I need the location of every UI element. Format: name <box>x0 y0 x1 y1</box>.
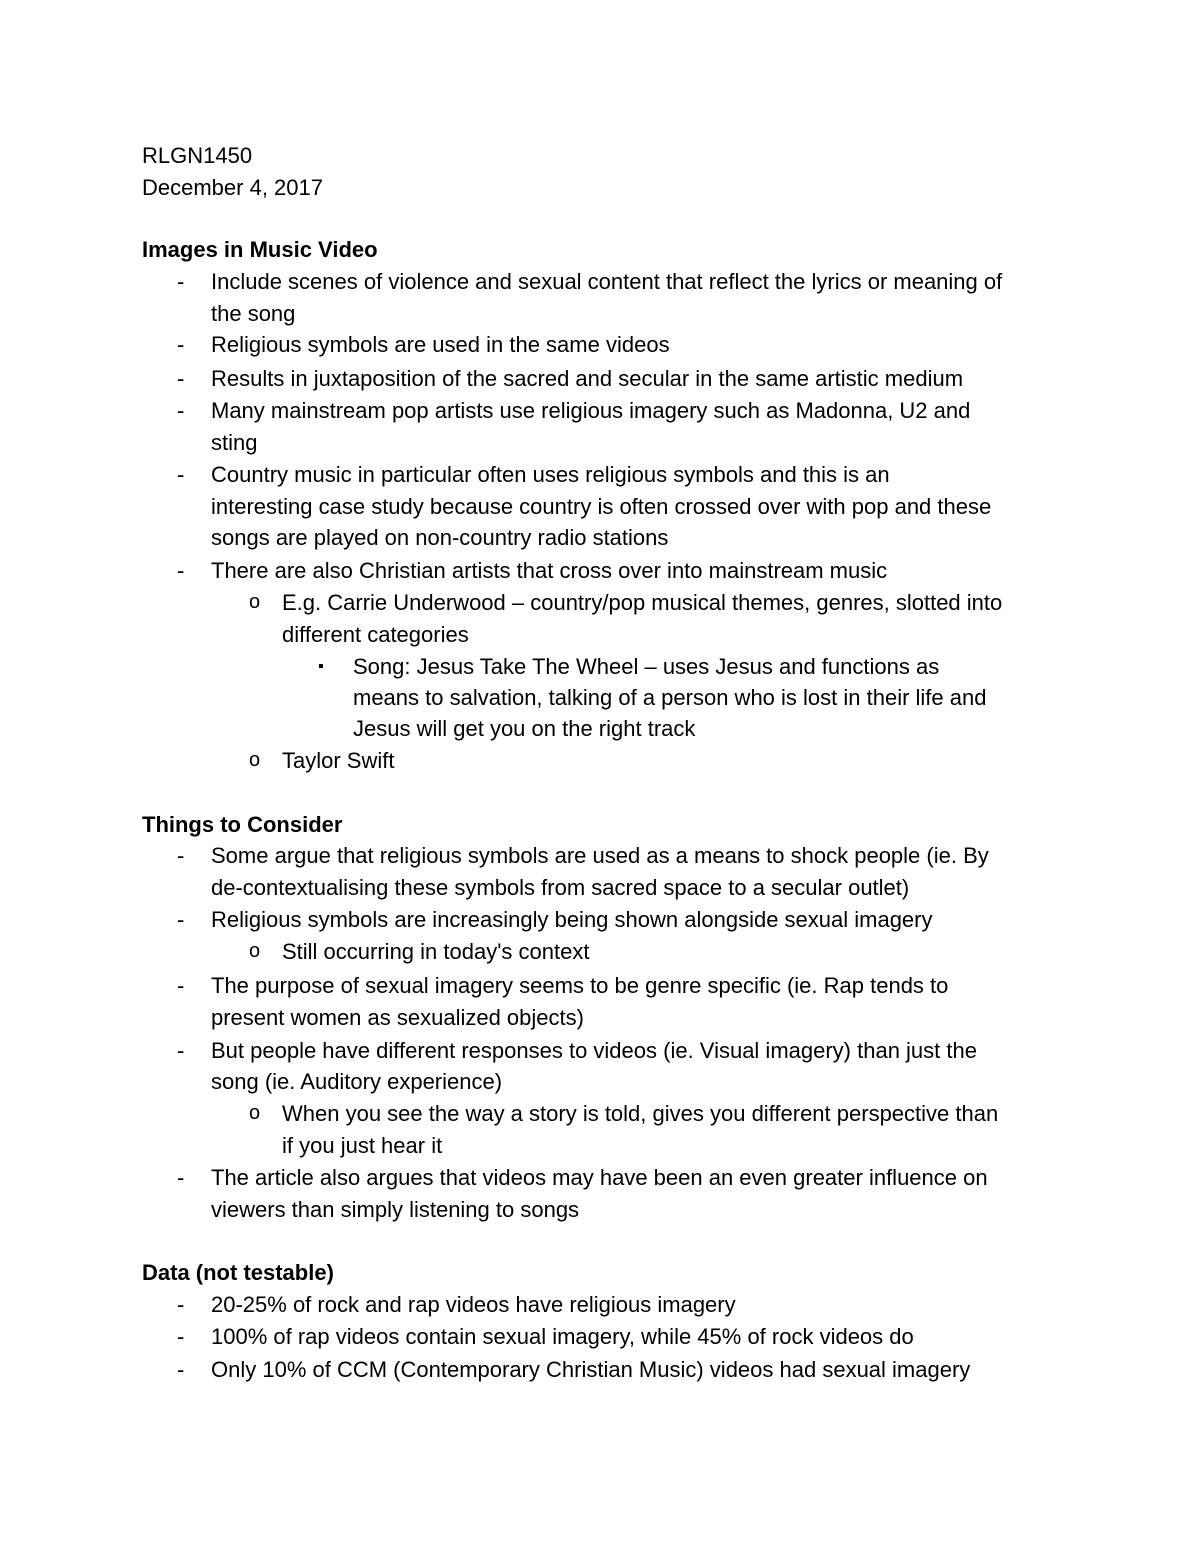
sub-sub-bullet-text-continued: Jesus will get you on the right track <box>353 716 696 741</box>
bullet-text-continued: sting <box>211 430 258 455</box>
bullet-text-continued: interesting case study because country is often crossed over with pop and these <box>211 494 992 519</box>
bullet-text: 100% of rap videos contain sexual imagery, while 45% of rock videos do <box>211 1324 914 1349</box>
bullet-text-continued: song (ie. Auditory experience) <box>211 1069 503 1094</box>
dash-bullet: - <box>177 1038 185 1063</box>
bullet-text-continued: present women as sexualized objects) <box>211 1005 584 1030</box>
document-date: December 4, 2017 <box>142 175 323 200</box>
bullet-text: But people have different responses to videos (ie. Visual imagery) than just the <box>211 1038 977 1063</box>
bullet-text: 20-25% of rock and rap videos have religious imagery <box>211 1292 736 1317</box>
bullet-text: Religious symbols are increasingly being shown alongside sexual imagery <box>211 907 933 932</box>
sub-bullet-text: Still occurring in today's context <box>282 939 590 964</box>
dash-bullet: - <box>177 558 185 583</box>
sub-sub-bullet-text: Song: Jesus Take The Wheel – uses Jesus and functions as <box>353 654 940 679</box>
bullet-text-continued: de-contextualising these symbols from sacred space to a secular outlet) <box>211 875 910 900</box>
square-bullet: ▪ <box>318 658 324 675</box>
dash-bullet: - <box>177 1292 185 1317</box>
sub-sub-bullet-text-continued: means to salvation, talking of a person who is lost in their life and <box>353 685 987 710</box>
bullet-text: Some argue that religious symbols are used as a means to shock people (ie. By <box>211 843 989 868</box>
dash-bullet: - <box>177 843 185 868</box>
bullet-text: The purpose of sexual imagery seems to be genre specific (ie. Rap tends to <box>211 973 949 998</box>
dash-bullet: - <box>177 332 185 357</box>
bullet-text-continued: songs are played on non-country radio stations <box>211 525 669 550</box>
dash-bullet: - <box>177 269 185 294</box>
dash-bullet: - <box>177 398 185 423</box>
sub-bullet-text: E.g. Carrie Underwood – country/pop musical themes, genres, slotted into <box>282 590 1003 615</box>
bullet-text: The article also argues that videos may have been an even greater influence on <box>211 1165 988 1190</box>
bullet-text: Religious symbols are used in the same videos <box>211 332 670 357</box>
dash-bullet: - <box>177 973 185 998</box>
sub-bullet-text: Taylor Swift <box>282 748 395 773</box>
dash-bullet: - <box>177 1165 185 1190</box>
section-heading-data: Data (not testable) <box>142 1260 334 1285</box>
section-heading-consider: Things to Consider <box>142 812 343 837</box>
bullet-text: Results in juxtaposition of the sacred and secular in the same artistic medium <box>211 366 964 391</box>
bullet-text: There are also Christian artists that cross over into mainstream music <box>211 558 888 583</box>
bullet-text: Only 10% of CCM (Contemporary Christian Music) videos had sexual imagery <box>211 1357 971 1382</box>
circle-bullet: o <box>249 591 261 613</box>
bullet-text: Include scenes of violence and sexual content that reflect the lyrics or meaning of <box>211 269 1003 294</box>
dash-bullet: - <box>177 366 185 391</box>
dash-bullet: - <box>177 1324 185 1349</box>
dash-bullet: - <box>177 907 185 932</box>
bullet-text: Many mainstream pop artists use religious imagery such as Madonna, U2 and <box>211 398 971 423</box>
circle-bullet: o <box>249 749 261 771</box>
sub-bullet-text: When you see the way a story is told, gives you different perspective than <box>282 1101 999 1126</box>
dash-bullet: - <box>177 462 185 487</box>
circle-bullet: o <box>249 1102 261 1124</box>
section-heading-images: Images in Music Video <box>142 237 378 262</box>
bullet-text: Country music in particular often uses religious symbols and this is an <box>211 462 890 487</box>
sub-bullet-text-continued: if you just hear it <box>282 1133 443 1158</box>
circle-bullet: o <box>249 940 261 962</box>
course-code: RLGN1450 <box>142 143 253 168</box>
bullet-text-continued: the song <box>211 301 296 326</box>
bullet-text-continued: viewers than simply listening to songs <box>211 1197 580 1222</box>
sub-bullet-text-continued: different categories <box>282 622 469 647</box>
dash-bullet: - <box>177 1357 185 1382</box>
